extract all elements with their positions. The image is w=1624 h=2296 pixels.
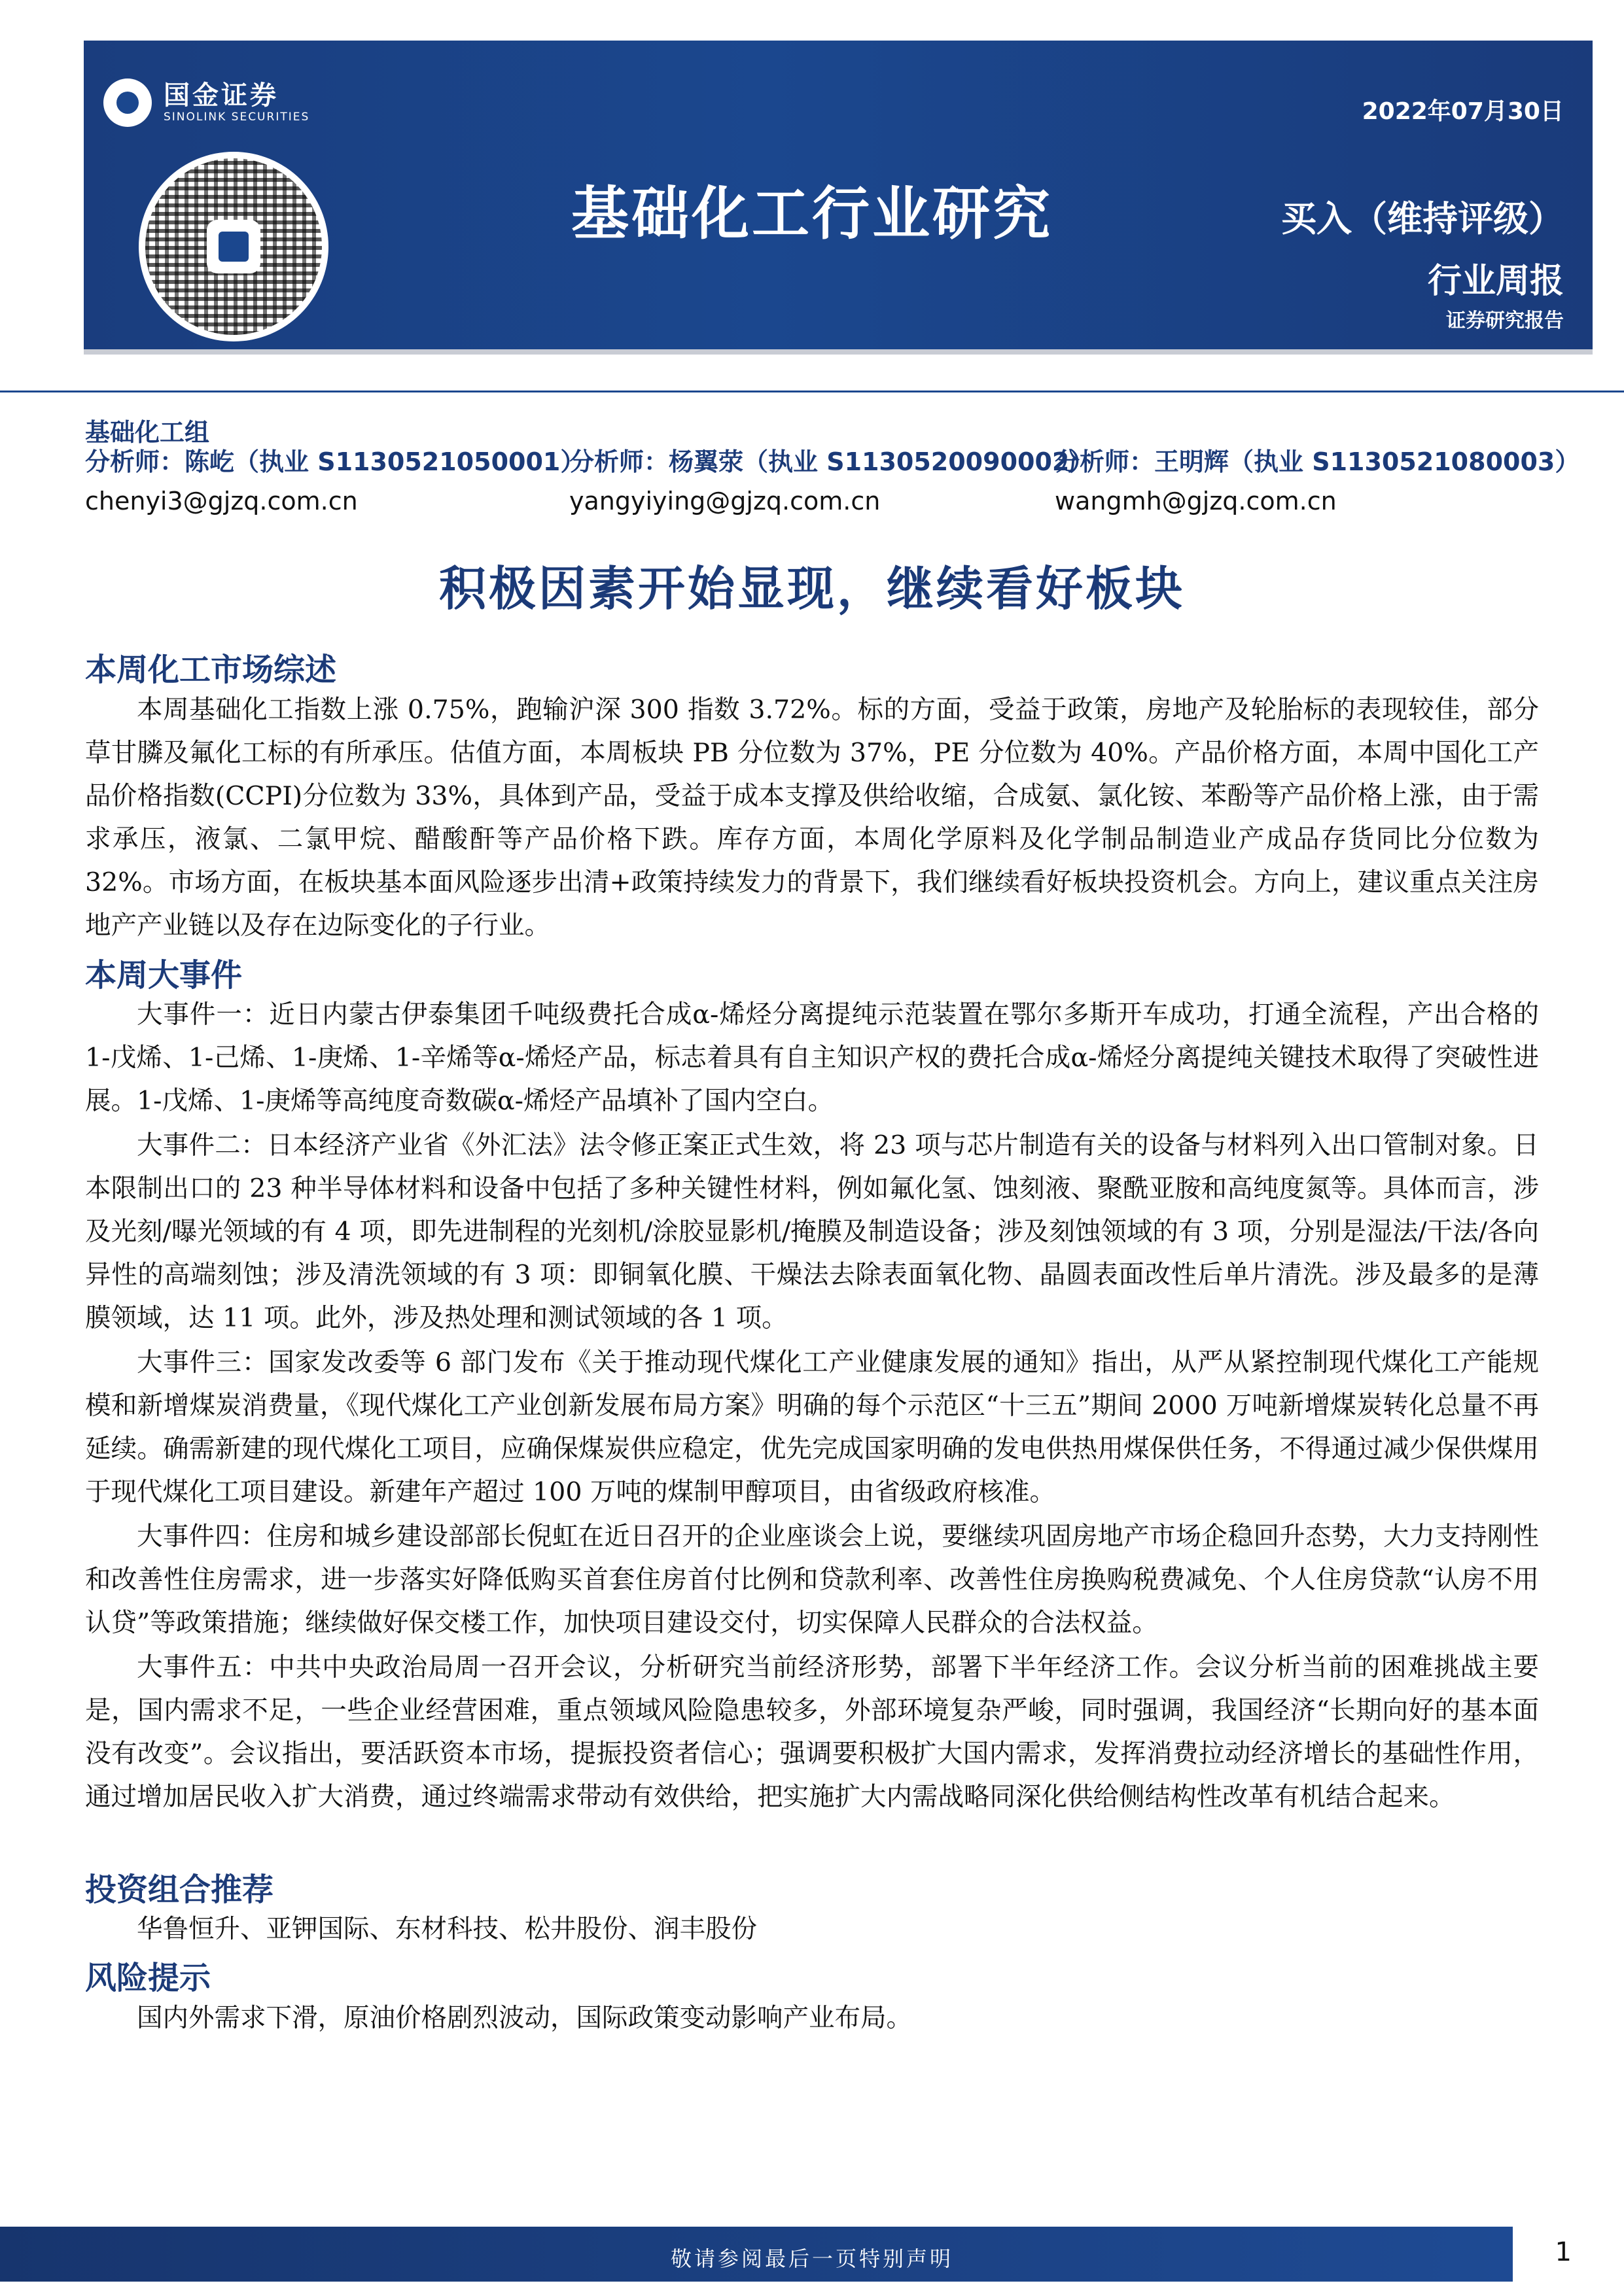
paragraph: 大事件四：住房和城乡建设部部长倪虹在近日召开的企业座谈会上说，要继续巩固房地产市场企稳回升态势，大力支持刚性和改善性住房需求，进一步落实好降低购买首套住房首付比例和贷款利率、改善性住房换购税费减免、个人住房贷款“认房不用认贷”等政策措施；继续做好保交楼工作，加快项目建设交付，切实保障人民群众的合法权益。 xyxy=(85,1522,1539,1638)
analyst-name: 分析师：王明辉（执业 S1130521080003） xyxy=(1055,447,1580,476)
analyst-email[interactable]: wangmh@gjzq.com.cn xyxy=(1055,487,1337,515)
logo-cn-text: 国金证券 xyxy=(164,80,279,111)
paragraph: 本周基础化工指数上涨 0.75%，跑输沪深 300 指数 3.72%。标的方面，受益于政策，房地产及轮胎标的表现较佳，部分草甘膦及氟化工标的有所承压。估值方面，本周板块 PB 分位数为 37%，PE 分位数为 40%。产品价格方面，本周中国化工产品价格指数(CCPI)分位数为 33%，具体到产品，受益于成本支撑及供给收缩，合成氨、氯化铵、苯酚等产品价格上涨，由于需求承压，液氯、二氯甲烷、醋酸酐等产品价格下跌。库存方面，本周化学原料及化学制品制造业产成品存货同比分位数为 32%。市场方面，在板块基本面风险逐步出清+政策持续发力的背景下，我们继续看好板块投资机会。方向上，建议重点关注房地产产业链以及存在边际变化的子行业。 xyxy=(85,695,1539,941)
logo-icon xyxy=(103,78,152,127)
analyst-email[interactable]: chenyi3@gjzq.com.cn xyxy=(85,487,358,515)
paragraph: 大事件二：日本经济产业省《外汇法》法令修正案正式生效，将 23 项与芯片制造有关的设备与材料列入出口管制对象。日本限制出口的 23 种半导体材料和设备中包括了多种关键性材料，例如氟化氢、蚀刻液、聚酰亚胺和高纯度氮等。具体而言，涉及光刻/曝光领域的有 4 项，即先进制程的光刻机/涂胶显影机/掩膜及制造设备；涉及刻蚀领域的有 3 项，分别是湿法/干法/各向异性的高端刻蚀；涉及清洗领域的有 3 项：即铜氧化膜、干燥法去除表面氧化物、晶圆表面改性后单片清洗。涉及最多的是薄膜领域，达 11 项。此外，涉及热处理和测试领域的各 1 项。 xyxy=(85,1130,1539,1333)
analyst-email[interactable]: yangyiying@gjzq.com.cn xyxy=(569,487,881,515)
report-kind: 行业周报 xyxy=(1427,262,1564,301)
section-title-portfolio: 投资组合推荐 xyxy=(85,1871,274,1908)
page-number: 1 xyxy=(1555,2237,1572,2267)
analyst-block xyxy=(1055,445,1580,518)
paragraph: 华鲁恒升、亚钾国际、东材科技、松井股份、润丰股份 xyxy=(137,1914,757,1944)
analyst-name: 分析师：杨翼荥（执业 S1130520090002） xyxy=(569,447,1095,476)
company-logo xyxy=(103,78,309,127)
header-divider xyxy=(0,391,1624,392)
section-title-weekly-events: 本周大事件 xyxy=(85,957,243,994)
section-title-market-review: 本周化工市场综述 xyxy=(85,652,337,688)
paragraph: 大事件五：中共中央政治局周一召开会议，分析研究当前经济形势，部署下半年经济工作。会议分析当前的困难挑战主要是，国内需求不足，一些企业经营困难，重点领域风险隐患较多，外部环境复杂严峻，同时强调，我国经济“长期向好的基本面没有改变”。会议指出，要活跃资本市场，提振投资者信心；强调要积极扩大国内需求，发挥消费拉动经济增长的基础性作用，通过增加居民收入扩大消费，通过终端需求带动有效供给，把实施扩大内需战略同深化供给侧结构性改革有机结合起来。 xyxy=(85,1652,1539,1812)
report-header-banner xyxy=(84,41,1593,355)
analyst-block xyxy=(569,445,1094,518)
paragraph: 大事件三：国家发改委等 6 部门发布《关于推动现代煤化工产业健康发展的通知》指出，从严从紧控制现代煤化工产能规模和新增煤炭消费量，《现代煤化工产业创新发展布局方案》明确的每个示范区“十三五”期间 2000 万吨新增煤炭转化总量不再延续。确需新建的现代煤化工项目，应确保煤炭供应稳定，优先完成国家明确的发电供热用煤保供任务，不得通过减少保供煤用于现代煤化工项目建设。新建年产超过 100 万吨的煤制甲醇项目，由省级政府核准。 xyxy=(85,1348,1539,1507)
report-date: 2022年07月30日 xyxy=(1362,98,1564,125)
paragraph: 大事件一：近日内蒙古伊泰集团千吨级费托合成α-烯烃分离提纯示范装置在鄂尔多斯开车成功，打通全流程，产出合格的 1-戊烯、1-己烯、1-庚烯、1-辛烯等α-烯烃产品，标志着具有自主知识产权的费托合成α-烯烃分离提纯关键技术取得了突破性进展。1-戊烯、1-庚烯等高纯度奇数碳α-烯烃产品填补了国内空白。 xyxy=(85,1000,1539,1116)
paragraph: 国内外需求下滑，原油价格剧烈波动，国际政策变动影响产业布局。 xyxy=(137,2003,912,2033)
rating-label: 买入（维持评级） xyxy=(1281,198,1564,239)
report-headline: 积极因素开始显现，继续看好板块 xyxy=(438,561,1185,616)
analyst-name: 分析师：陈屹（执业 S1130521050001） xyxy=(85,447,586,476)
report-title: 基础化工行业研究 xyxy=(571,180,1053,247)
wechat-badge-icon xyxy=(291,315,325,341)
report-type: 证券研究报告 xyxy=(1446,309,1564,332)
logo-en-text: SINOLINK SECURITIES xyxy=(164,111,310,124)
section-title-risks: 风险提示 xyxy=(85,1960,211,1996)
analyst-group: 基础化工组 xyxy=(85,418,210,447)
footer-disclaimer: 敬请参阅最后一页特别声明 xyxy=(670,2246,953,2271)
analyst-block xyxy=(85,445,585,518)
